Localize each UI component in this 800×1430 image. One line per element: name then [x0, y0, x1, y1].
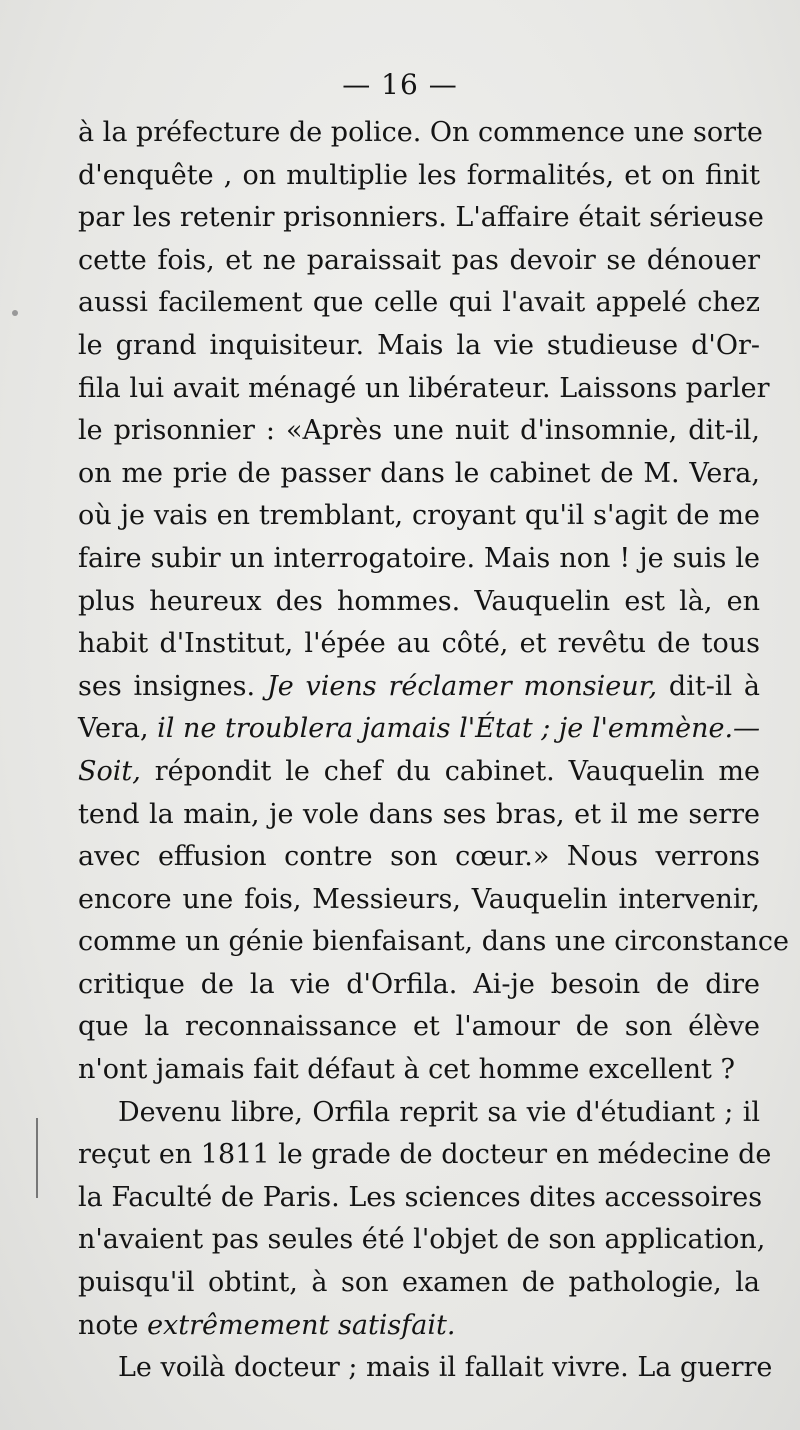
text-segment: cette fois, et ne paraissait pas devoir se dénouer — [78, 244, 760, 276]
text-segment: plus heureux des hommes. Vauquelin est là, en — [78, 585, 760, 617]
text-line — [78, 368, 770, 411]
text-line — [78, 1305, 760, 1348]
text-segment: Le voilà docteur ; mais il fallait vivre. La guerre — [118, 1352, 773, 1384]
text-segment: où je vais en tremblant, croyant qu'il s'agit de me — [78, 500, 760, 532]
page-number: — 16 — — [342, 68, 458, 101]
text-line — [78, 751, 760, 794]
text-segment: à la préfecture de police. On commence une sorte — [78, 117, 763, 148]
text-line — [78, 1177, 763, 1220]
text-line — [78, 410, 760, 453]
text-line — [78, 1092, 760, 1135]
text-line — [78, 282, 760, 325]
text-line — [78, 879, 760, 922]
text-line — [78, 197, 764, 240]
text-line — [78, 538, 760, 581]
text-segment: habit d'Institut, l'épée au côté, et revêtu de tous — [78, 628, 760, 660]
text-line — [78, 1049, 760, 1092]
text-line — [78, 1347, 773, 1390]
margin-speck — [12, 310, 18, 316]
text-segment: le grand inquisiteur. Mais la vie studieuse d'Or- — [78, 329, 760, 361]
margin-pencil-mark — [36, 1118, 38, 1198]
text-line — [78, 708, 760, 751]
text-segment: avec effusion contre son cœur.» Nous verrons — [78, 841, 760, 873]
text-segment: note — [78, 1309, 148, 1341]
text-segment: aussi facilement que celle qui l'avait appelé chez — [78, 287, 760, 319]
text-line — [78, 240, 760, 283]
text-line — [78, 666, 760, 709]
text-line — [78, 964, 760, 1007]
text-segment: que la reconnaissance et l'amour de son élève — [78, 1011, 760, 1043]
text-line — [78, 623, 760, 666]
text-line — [78, 794, 760, 837]
italic-text-segment: il ne troublera jamais l'État ; je l'emmène.— — [157, 713, 761, 745]
text-segment: on me prie de passer dans le cabinet de M. Vera, — [78, 457, 760, 489]
text-segment: Devenu libre, Orfila reprit sa vie d'étudiant ; il — [118, 1096, 760, 1128]
text-segment: encore une fois, Messieurs, Vauquelin intervenir, — [78, 883, 760, 915]
text-segment: la Faculté de Paris. Les sciences dites accessoires — [78, 1181, 763, 1213]
text-segment: le prisonnier : «Après une nuit d'insomnie, dit-il, — [78, 415, 760, 447]
text-segment: puisqu'il obtint, à son examen de pathologie, la — [78, 1267, 760, 1299]
text-line — [78, 155, 760, 198]
text-line — [78, 1219, 766, 1262]
text-line — [78, 1006, 760, 1049]
text-line — [78, 921, 789, 964]
italic-text-segment: Soit, — [78, 755, 141, 787]
text-line — [78, 1262, 760, 1305]
text-line — [78, 112, 763, 155]
text-segment: faire subir un interrogatoire. Mais non ! je suis le — [78, 542, 760, 574]
text-line — [78, 453, 760, 496]
text-segment: critique de la vie d'Orfila. Ai-je besoin de dire — [78, 968, 760, 1000]
italic-text-segment: extrêmement satisfait. — [147, 1309, 456, 1341]
text-segment: n'ont jamais fait défaut à cet homme excellent ? — [78, 1054, 735, 1086]
text-segment: fila lui avait ménagé un libérateur. Laissons parler — [78, 372, 770, 404]
text-segment: dit-il à — [657, 670, 760, 702]
text-segment: ses insignes. — [78, 670, 267, 702]
text-segment: d'enquête , on multiplie les formalités, et on finit — [78, 159, 760, 191]
text-segment: reçut en 1811 le grade de docteur en médecine de — [78, 1139, 772, 1171]
body-text — [78, 112, 789, 1390]
text-line — [78, 495, 760, 538]
text-segment: tend la main, je vole dans ses bras, et il me serre — [78, 798, 760, 830]
text-segment: comme un génie bienfaisant, dans une circonstance — [78, 926, 789, 958]
text-segment: n'avaient pas seules été l'objet de son application, — [78, 1224, 766, 1256]
text-segment: Vera, — [78, 713, 158, 745]
text-segment: répondit le chef du cabinet. Vauquelin me — [140, 755, 760, 787]
text-line — [78, 325, 760, 368]
text-line — [78, 1134, 772, 1177]
italic-text-segment: Je viens réclamer monsieur, — [266, 670, 658, 702]
text-line — [78, 836, 760, 879]
text-segment: par les retenir prisonniers. L'affaire était sérieuse — [78, 202, 764, 234]
text-line — [78, 581, 760, 624]
